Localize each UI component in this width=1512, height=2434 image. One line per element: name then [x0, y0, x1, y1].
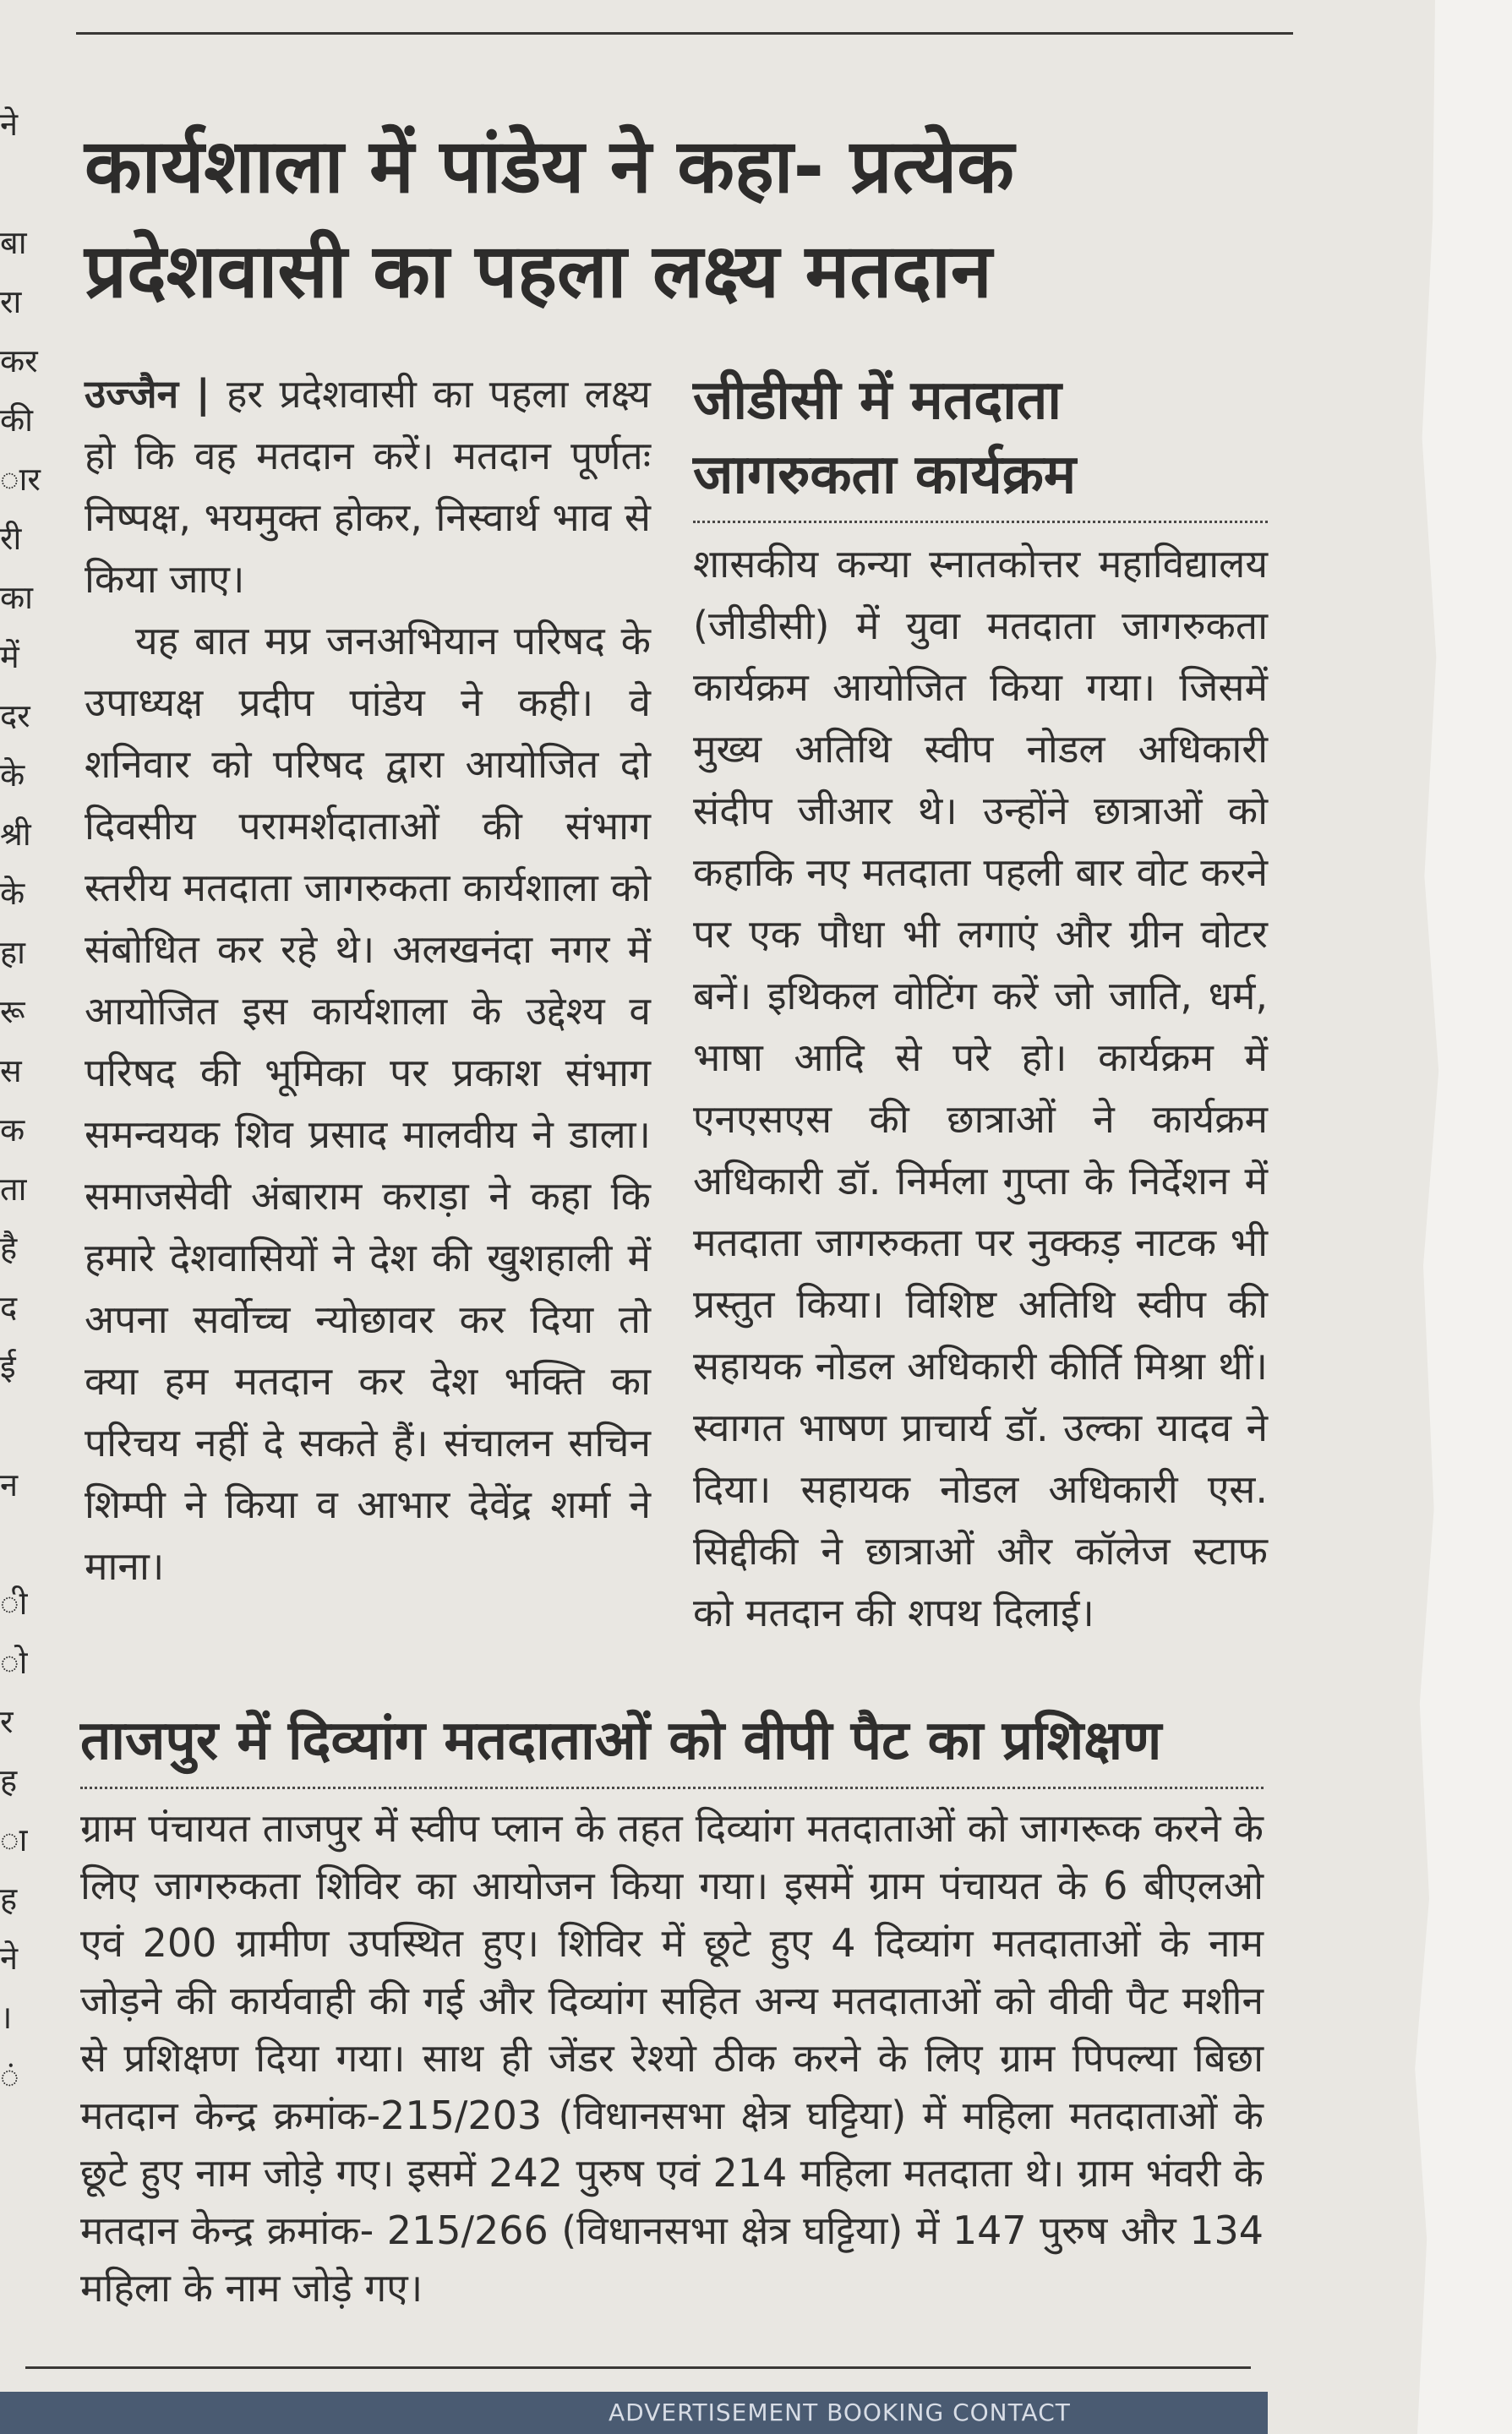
- adjacent-fragment: है: [0, 1230, 18, 1267]
- advertisement-strip: [0, 2392, 1268, 2434]
- main-story-lead: [85, 363, 651, 610]
- main-story-column: [85, 363, 651, 1597]
- adjacent-fragment: दर: [0, 697, 30, 734]
- dotted-divider: [693, 521, 1268, 523]
- adjacent-fragment: [0, 1403, 59, 1462]
- adjacent-fragment: द: [0, 1289, 18, 1326]
- adjacent-fragment: [0, 161, 59, 220]
- adjacent-fragment: ता: [0, 1171, 27, 1208]
- dotted-divider: [80, 1787, 1264, 1789]
- adjacent-fragment: ने: [0, 1940, 19, 1977]
- tajpur-story-body: ग्राम पंचायत ताजपुर में स्वीप प्लान के तहत दिव्यांग मतदाताओं को जागरूक करने के लिए जागरुकता शिविर का आयोजन किया गया। इसमें ग्राम पंचायत के 6 बीएलओ एवं 200 ग्रामीण उपस्थित हुए। शिविर में छूटे हुए 4 दिव्यांग मतदाताओं के नाम जोड़ने की कार्यवाही की गई और दिव्यांग सहित अन्य मतदाताओं को वीवी पैट मशीन से प्रशिक्षण दिया गया। साथ ही जेंडर रेश्यो ठीक करने के लिए ग्राम पिपल्या बिछा मतदान केन्द्र क्रमांक-215/203 (विधानसभा क्षेत्र घट्टिया) में महिला मतदाताओं के छूटे हुए नाम जोड़े गए। इसमें 242 पुरुष एवं 214 महिला मतदाता थे। ग्राम भंवरी के मतदान केन्द्र क्रमांक- 215/266 (विधानसभा क्षेत्र घट्टिया) में 147 पुरुष और 134 महिला के नाम जोड़े गए।: [80, 1805, 1264, 2311]
- adjacent-fragment: र: [0, 1703, 14, 1740]
- gdc-story-body: शासकीय कन्या स्नातकोत्तर महाविद्यालय (जीडीसी) में युवा मतदाता जागरुकता कार्यक्रम आयोजित किया गया। जिसमें मुख्य अतिथि स्वीप नोडल अधिकारी संदीप जीआर थे। उन्होंने छात्राओं को कहाकि नए मतदाता पहली बार वोट करने पर एक पौधा भी लगाएं और ग्रीन वोटर बनें। इथिकल वोटिंग करें जो जाति, धर्म, भाषा आदि से परे हो। कार्यक्रम में एनएसएस की छात्राओं ने कार्यक्रम अधिकारी डॉ. निर्मला गुप्ता के निर्देशन में मतदाता जागरुकता पर नुक्कड़ नाटक भी प्रस्तुत किया। विशिष्ट अतिथि स्वीप की सहायक नोडल अधिकारी कीर्ति मिश्रा थीं। स्वागत भाषण प्राचार्य डॉ. उल्का यादव ने दिया। सहायक नोडल अधिकारी एस. सिद्दीकी ने छात्राओं और कॉलेज स्टाफ को मतदान की शपथ दिलाई।: [693, 541, 1268, 1635]
- tajpur-story: [80, 1699, 1264, 2317]
- adjacent-fragment: ह: [0, 1880, 18, 1918]
- advertisement-label: ADVERTISEMENT BOOKING CONTACT: [609, 2399, 1071, 2426]
- adjacent-fragment: के: [0, 756, 25, 794]
- adjacent-fragment: बा: [0, 224, 27, 261]
- adjacent-fragment: न: [0, 1466, 19, 1504]
- adjacent-fragment: [0, 1521, 59, 1580]
- adjacent-fragment: री: [0, 520, 22, 557]
- adjacent-fragment: का: [0, 579, 34, 616]
- top-rule: [76, 32, 1293, 35]
- adjacent-fragment: स: [0, 1052, 22, 1089]
- adjacent-fragment: ार: [0, 461, 41, 498]
- adjacent-column-fragments: [0, 101, 59, 2113]
- adjacent-fragment: ो: [0, 1644, 28, 1681]
- tajpur-headline: ताजपुर में दिव्यांग मतदाताओं को वीपी पैट का प्रशिक्षण: [80, 1710, 1162, 1772]
- adjacent-fragment: क: [0, 1111, 25, 1149]
- main-story-paragraph-2: यह बात मप्र जनअभियान परिषद के उपाध्यक्ष प्रदीप पांडेय ने कही। वे शनिवार को परिषद द्वारा आयोजित दो दिवसीय परामर्शदाताओं की संभाग स्तरीय मतदाता जागरुकता कार्यशाला को संबोधित कर रहे थे। अलखनंदा नगर में आयोजित इस कार्यशाला के उद्देश्य व परिषद की भूमिका पर प्रकाश संभाग समन्वयक शिव प्रसाद मालवीय ने डाला। समाजसेवी अंबाराम कराड़ा ने कहा कि हमारे देशवासियों ने देश की खुशहाली में अपना सर्वोच्च न्योछावर कर दिया तो क्या हम मतदान कर देश भक्ति का परिचय नहीं दे सकते हैं। संचालन सचिन शिम्पी ने किया व आभार देवेंद्र शर्मा ने माना।: [85, 618, 651, 1589]
- gdc-story-column: [693, 363, 1268, 1644]
- adjacent-fragment: ई: [0, 1348, 16, 1385]
- dateline: उज्जैन |: [85, 371, 210, 417]
- main-headline: कार्यशाला में पांडेय ने कहा- प्रत्येक प्रदेशवासी का पहला लक्ष्य मतदान: [85, 123, 1014, 314]
- adjacent-fragment: ह: [0, 1762, 18, 1799]
- adjacent-fragment: में: [0, 638, 19, 675]
- bottom-rule: [25, 2366, 1251, 2369]
- adjacent-fragment: ने: [0, 106, 19, 143]
- adjacent-fragment: श्री: [0, 816, 31, 853]
- adjacent-fragment: के: [0, 875, 25, 912]
- gdc-headline: जीडीसी में मतदाता जागरुकता कार्यक्रम: [693, 369, 1077, 506]
- adjacent-fragment: ं: [0, 2058, 19, 2095]
- adjacent-fragment: कर: [0, 342, 38, 379]
- adjacent-fragment: ी: [0, 1585, 28, 1622]
- adjacent-fragment: रू: [0, 993, 25, 1030]
- adjacent-fragment: हा: [0, 934, 26, 971]
- adjacent-fragment: रा: [0, 283, 22, 320]
- adjacent-fragment: की: [0, 401, 34, 439]
- main-story-paragraph-1: हर प्रदेशवासी का पहला लक्ष्य हो कि वह मतदान करें। मतदान पूर्णतः निष्पक्ष, भयमुक्त होकर, निस्वार्थ भाव से किया जाए।: [85, 371, 651, 602]
- adjacent-fragment: ा: [0, 1821, 28, 1858]
- adjacent-fragment: ।: [0, 1999, 13, 2036]
- torn-paper-edge: [1394, 0, 1512, 2434]
